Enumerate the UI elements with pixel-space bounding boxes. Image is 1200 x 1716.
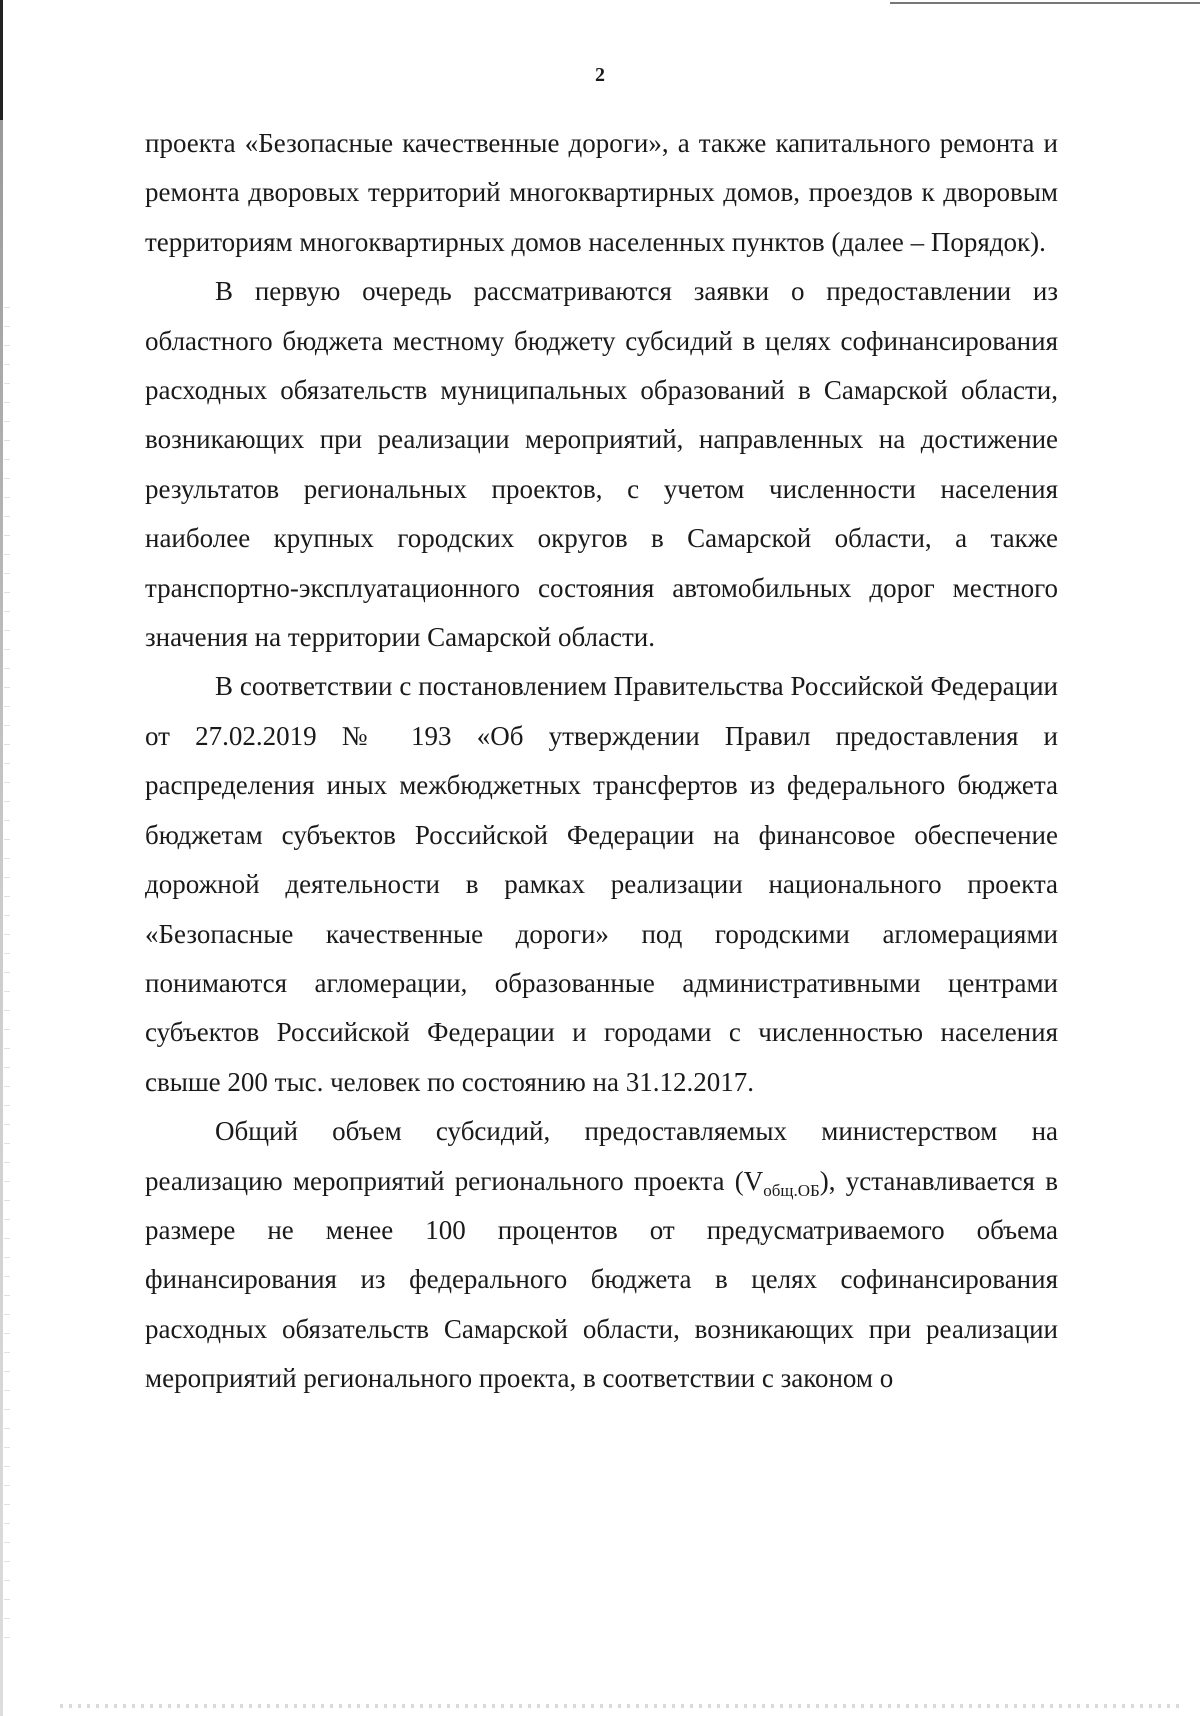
formula-text-before: Общий объем субсидий, предоставляемых министерством на реализацию мероприятий регионального проекта (: [145, 1116, 1058, 1196]
paragraph-government-decree: В соответствии с постановлением Правительства Российской Федерации от 27.02.2019 № 193 «Об утверждении Правил предоставления и распределения иных межбюджетных трансфертов из федерального бюджета бюджетам субъектов Российской Федерации на финансовое обеспечение дорожной деятельности в рамках реализации национального проекта «Безопасные качественные дороги» под городскими агломерациями понимаются агломерации, образованные административными центрами субъектов Российской Федерации и городами с численностью населения свыше 200 тыс. человек по состоянию на 31.12.2017.: [145, 671, 1058, 1097]
document-body: [145, 119, 1058, 1404]
paragraph-priority-applications: В первую очередь рассматриваются заявки о предоставлении из областного бюджета местному бюджету субсидий в целях софинансирования расходных обязательств муниципальных образований в Самарской области, возникающих при реализации мероприятий, направленных на достижение результатов региональных проектов, с учетом численности населения наиболее крупных городских округов в Самарской области, а также транспортно-эксплуатационного состояния автомобильных дорог местного значения на территории Самарской области.: [145, 276, 1058, 653]
paragraph-continuation: проекта «Безопасные качественные дороги», а также капитального ремонта и ремонта дворовых территорий многоквартирных домов, проездов к дворовым территориям многоквартирных домов населенных пунктов (далее – Порядок).: [145, 128, 1058, 257]
paragraph-total-subsidy-volume: [145, 1107, 1058, 1403]
formula-text-after: ), устанавливается в размере не менее 100 процентов от предусматриваемого объема финансирования из федерального бюджета в целях софинансирования расходных обязательств Самарской области, возникающих при реализации мероприятий регионального проекта, в соответствии с законом о: [145, 1165, 1058, 1394]
page-number: 2: [595, 64, 605, 86]
scan-top-line: [890, 2, 1200, 4]
formula-subscript: общ.ОБ: [763, 1180, 820, 1200]
scan-bottom-noise: [60, 1704, 1180, 1708]
formula-symbol: V: [743, 1165, 764, 1196]
scan-binding-noise: [4, 300, 10, 1650]
scan-left-edge: [0, 0, 3, 1716]
